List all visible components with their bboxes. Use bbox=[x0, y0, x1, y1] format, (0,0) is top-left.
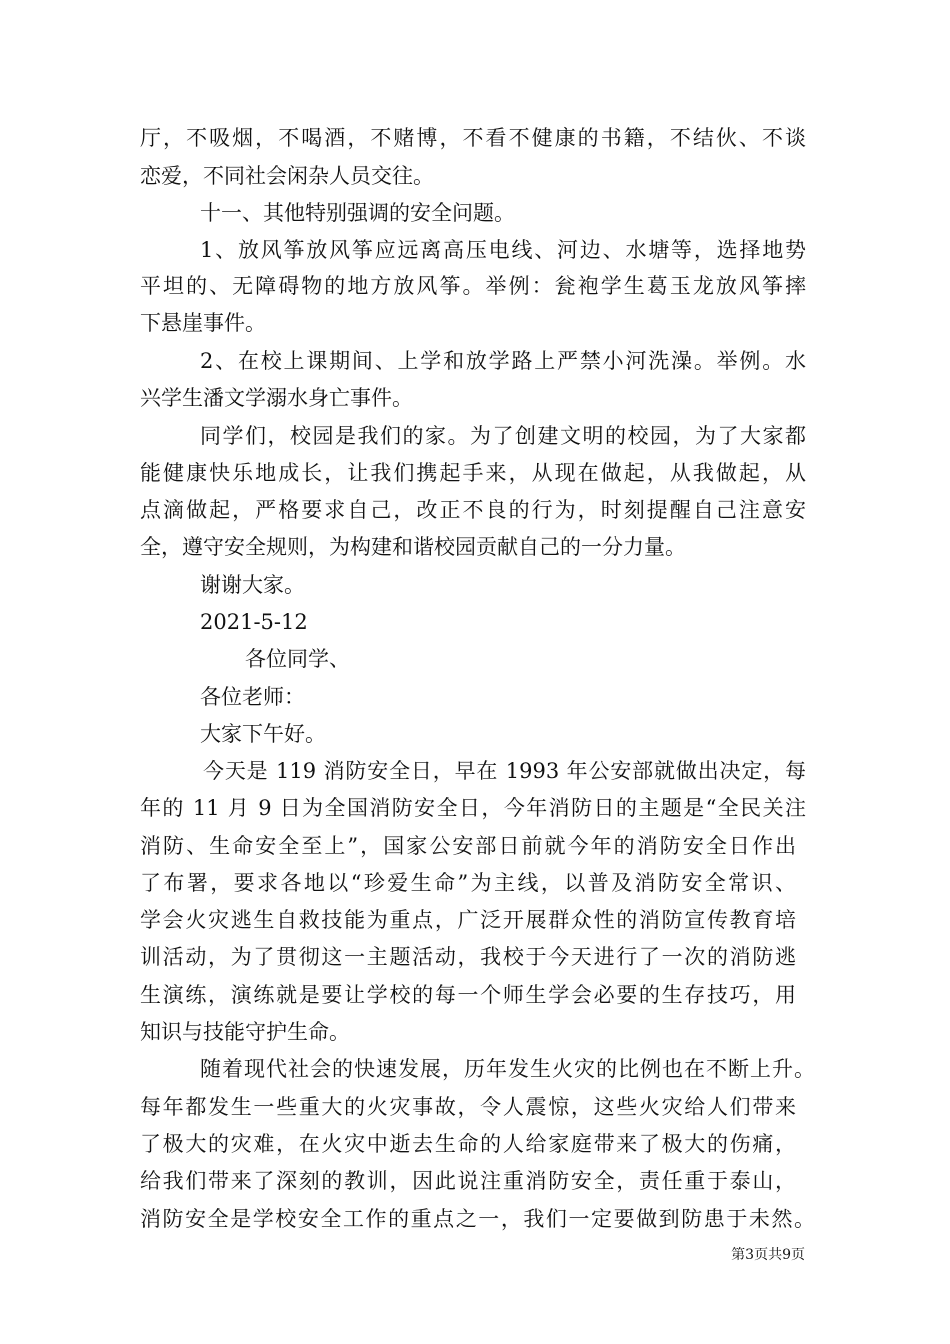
text-line: 消防、生命安全至上”，国家公安部日前就今年的消防安全日作出 bbox=[140, 834, 796, 858]
text-line: 了布署，要求各地以“珍爱生命”为主线，以普及消防安全常识、 bbox=[140, 871, 796, 895]
text-line: 知识与技能守护生命。 bbox=[140, 1020, 350, 1044]
date-line: 2021-5-12 bbox=[200, 610, 308, 634]
text-line: 下悬崖事件。 bbox=[140, 311, 266, 335]
text-line: 年的 11 月 9 日为全国消防安全日，今年消防日的主题是“全民关注 bbox=[140, 796, 806, 820]
text-line: 学会火灾逃生自救技能为重点，广泛开展群众性的消防宣传教育培 bbox=[140, 908, 796, 932]
text-line: 同学们，校园是我们的家。为了创建文明的校园，为了大家都 bbox=[200, 424, 806, 448]
text-line: 每年都发生一些重大的火灾事故，令人震惊，这些火灾给人们带来 bbox=[140, 1095, 796, 1119]
text-line: 兴学生潘文学溺水身亡事件。 bbox=[140, 386, 413, 410]
text-line: 1、放风筝放风筝应远离高压电线、河边、水塘等，选择地势 bbox=[200, 238, 806, 262]
page-number: 第3页共9页 bbox=[731, 1247, 805, 1263]
text-line: 生演练，演练就是要让学校的每一个师生学会必要的生存技巧，用 bbox=[140, 983, 796, 1007]
closing-line: 谢谢大家。 bbox=[200, 573, 305, 597]
text-line: 消防安全是学校安全工作的重点之一，我们一定要做到防患于未然。 bbox=[140, 1207, 815, 1231]
text-line: 恋爱，不同社会闲杂人员交往。 bbox=[140, 164, 434, 188]
section-heading: 十一、其他特别强调的安全问题。 bbox=[200, 201, 515, 225]
text-line: 随着现代社会的快速发展，历年发生火灾的比例也在不断上升。 bbox=[200, 1057, 815, 1081]
text-line: 给我们带来了深刻的教训，因此说注重消防安全，责任重于泰山， bbox=[140, 1169, 796, 1193]
text-line: 今天是 119 消防安全日，早在 1993 年公安部就做出决定，每 bbox=[203, 759, 806, 783]
greeting-line: 大家下午好。 bbox=[200, 722, 326, 746]
text-line: 训活动，为了贯彻这一主题活动，我校于今天进行了一次的消防逃 bbox=[140, 945, 796, 969]
text-line: 平坦的、无障碍物的地方放风筝。举例：瓮袍学生葛玉龙放风筝摔 bbox=[140, 274, 806, 298]
text-line: 了极大的灾难，在火灾中逝去生命的人给家庭带来了极大的伤痛， bbox=[140, 1132, 796, 1156]
text-line: 点滴做起，严格要求自己，改正不良的行为，时刻提醒自己注意安 bbox=[140, 498, 806, 522]
text-line: 2、在校上课期间、上学和放学路上严禁小河洗澡。举例。水 bbox=[200, 349, 806, 373]
salutation-line: 各位同学、 bbox=[245, 647, 350, 671]
text-line: 全，遵守安全规则，为构建和谐校园贡献自己的一分力量。 bbox=[140, 535, 686, 559]
text-line: 能健康快乐地成长，让我们携起手来，从现在做起，从我做起，从 bbox=[140, 461, 806, 485]
text-line: 厅，不吸烟，不喝酒，不赌博，不看不健康的书籍，不结伙、不谈 bbox=[140, 126, 806, 150]
salutation-line: 各位老师： bbox=[200, 685, 305, 709]
